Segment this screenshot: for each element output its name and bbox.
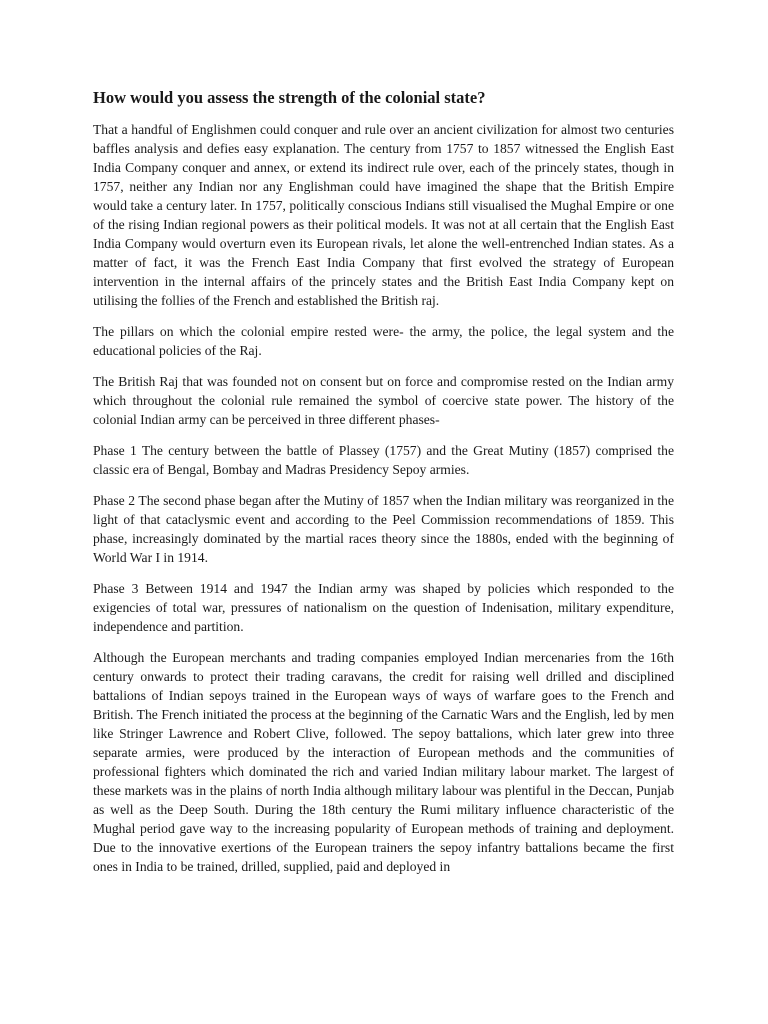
paragraph-intro: That a handful of Englishmen could conquer and rule over an ancient civilization for almost two centuries baffles analysis and defies easy explanation. The century from 1757 to 1857 witnessed the English East India Company conquer and annex, or extend its indirect rule over, each of the princely states, though in 1757, neither any Indian nor any Englishman could have imagined the shape that the British Empire would take a century later. In 1757, politically conscious Indians still visualised the Mughal Empire or one of the rising Indian regional powers as their political models. It was not at all certain that the English East India Company would overturn even its European rivals, let alone the well-entrenched Indian states. As a matter of fact, it was the French East India Company that first evolved the strategy of European intervention in the internal affairs of the princely states and the British East India Company kept on utilising the follies of the French and established the British raj. bbox=[93, 122, 674, 308]
paragraph-european-merchants: Although the European merchants and trading companies employed Indian mercenaries from the 16th century onwards to protect their trading caravans, the credit for raising well drilled and disciplined battalions of Indian sepoys trained in the European ways of ways of warfare goes to the French and British. The French initiated the process at the beginning of the Carnatic Wars and the English, led by men like Stringer Lawrence and Robert Clive, followed. The sepoy battalions, which later grew into three separate armies, were produced by the interaction of European methods and the communities of professional fighters which dominated the rich and varied Indian military labour market. The largest of these markets was in the plains of north India although military labour was plentiful in the Deccan, Punjab as well as the Deep South. During the 18th century the Rumi military influence characteristic of the Mughal period gave way to the increasing popularity of European methods of training and deployment. Due to the innovative exertions of the European trainers the sepoy infantry battalions became the first ones in India to be trained, drilled, supplied, paid and deployed in bbox=[93, 650, 674, 874]
document-page bbox=[93, 88, 674, 888]
page-title: How would you assess the strength of the colonial state? bbox=[93, 88, 486, 107]
paragraph-pillars: The pillars on which the colonial empire rested were- the army, the police, the legal system and the educational policies of the Raj. bbox=[93, 324, 674, 358]
paragraph-phase-1: Phase 1 The century between the battle of Plassey (1757) and the Great Mutiny (1857) comprised the classic era of Bengal, Bombay and Madras Presidency Sepoy armies. bbox=[93, 443, 674, 477]
paragraph-phase-3: Phase 3 Between 1914 and 1947 the Indian army was shaped by policies which responded to the exigencies of total war, pressures of nationalism on the question of Indenisation, military expenditure, independence and partition. bbox=[93, 581, 674, 634]
paragraph-phase-2: Phase 2 The second phase began after the Mutiny of 1857 when the Indian military was reorganized in the light of that cataclysmic event and according to the Peel Commission recommendations of 1859. This phase, increasingly dominated by the martial races theory since the 1880s, ended with the beginning of World War I in 1914. bbox=[93, 493, 674, 565]
paragraph-british-raj: The British Raj that was founded not on consent but on force and compromise rested on the Indian army which throughout the colonial rule remained the symbol of coercive state power. The history of the colonial Indian army can be perceived in three different phases- bbox=[93, 374, 674, 427]
